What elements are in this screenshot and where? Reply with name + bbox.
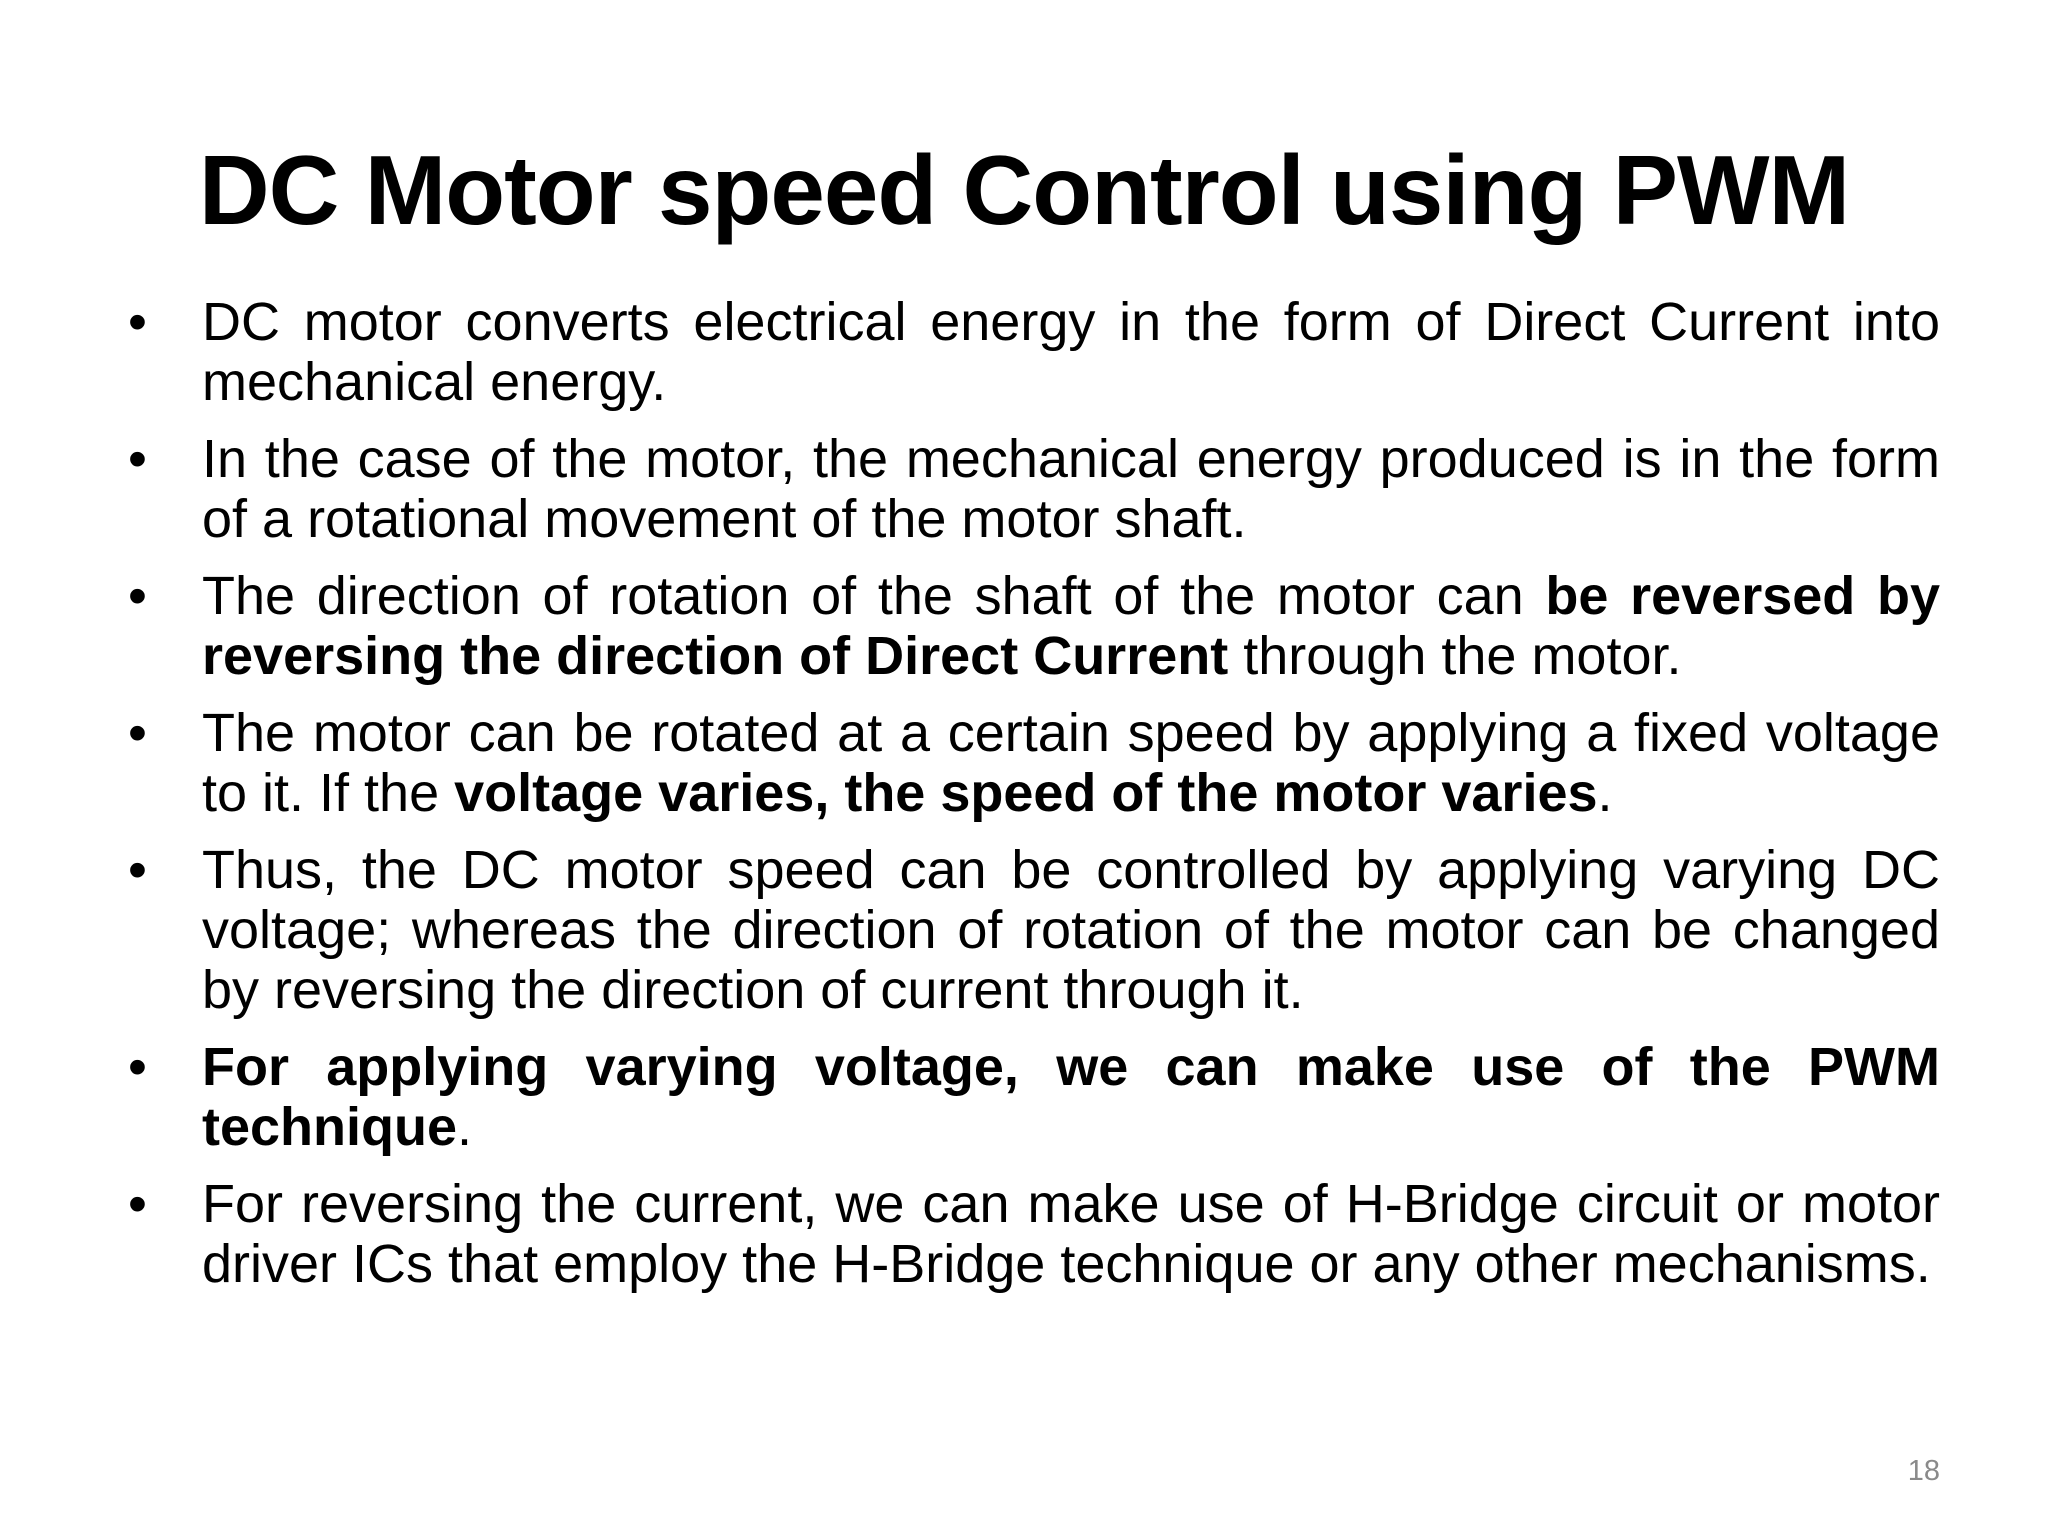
bullet-marker: • (128, 566, 147, 626)
bullet-item (118, 840, 1940, 1020)
bullet-text-segment: DC motor converts electrical energy in the form of Direct Current into mechanical energy. (202, 292, 1940, 412)
bullet-item (118, 1174, 1940, 1294)
bullet-text-segment: The motor can be rotated at a certain speed by applying a fixed voltage to it. If the (202, 703, 1940, 823)
bullet-marker: • (128, 703, 147, 763)
bullet-text-bold-segment: be reversed by reversing the direction of Direct Current (202, 566, 1941, 686)
bullet-marker: • (128, 292, 147, 352)
bullet-list (118, 292, 1940, 1311)
bullet-text-segment: through the motor. (1228, 626, 1682, 686)
bullet-text-segment: In the case of the motor, the mechanical energy produced is in the form of a rotational movement of the motor shaft. (202, 429, 1940, 549)
bullet-text-segment: . (1597, 763, 1613, 823)
bullet-text (202, 292, 1940, 412)
bullet-text (202, 840, 1940, 1020)
bullet-text-segment: The direction of rotation of the shaft of the motor can (202, 566, 1546, 626)
page-number: 18 (1907, 1455, 1940, 1487)
bullet-item (118, 429, 1940, 549)
bullet-text (202, 566, 1940, 686)
bullet-marker: • (128, 840, 147, 900)
bullet-text (202, 1174, 1940, 1294)
bullet-marker: • (128, 1037, 147, 1097)
bullet-text (202, 1037, 1940, 1157)
bullet-text (202, 703, 1940, 823)
slide-title: DC Motor speed Control using PWM (198, 135, 1850, 245)
bullet-text-segment: For reversing the current, we can make use of H-Bridge circuit or motor driver ICs that employ the H-Bridge technique or any other mechanisms. (202, 1174, 1940, 1294)
bullet-marker: • (128, 429, 147, 489)
bullet-item (118, 1037, 1940, 1157)
bullet-item (118, 292, 1940, 412)
bullet-item (118, 703, 1940, 823)
bullet-text-bold-segment: voltage varies, the speed of the motor varies (454, 763, 1598, 823)
bullet-text-segment: . (457, 1097, 473, 1157)
bullet-item (118, 566, 1940, 686)
bullet-text (202, 429, 1940, 549)
bullet-marker: • (128, 1174, 147, 1234)
bullet-text-segment: Thus, the DC motor speed can be controlled by applying varying DC voltage; whereas the direction of rotation of the motor can be changed by reversing the direction of current through it. (202, 840, 1940, 1020)
bullet-text-bold-segment: For applying varying voltage, we can make use of the PWM technique (202, 1037, 1940, 1157)
